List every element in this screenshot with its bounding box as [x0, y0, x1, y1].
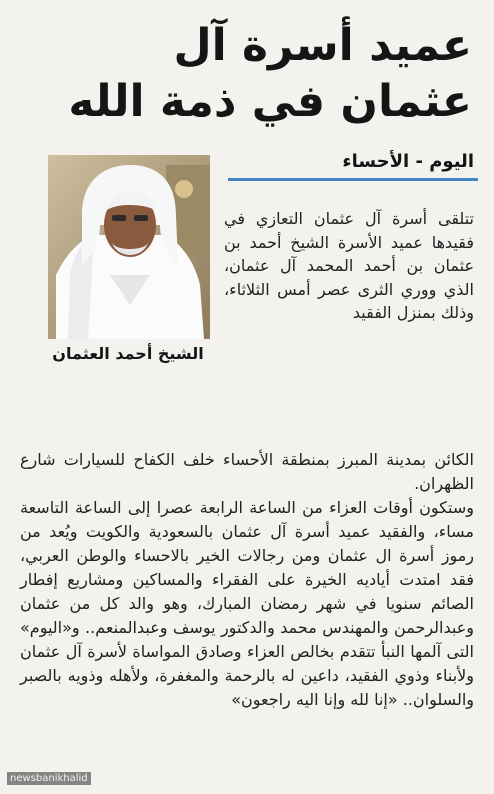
- article-paragraph-2: وستكون أوقات العزاء من الساعة الرابعة عصرا إلى الساعة التاسعة مساء، والفقيد عميد أسرة آل عثمان بالسعودية والكويت ويُعد من رموز أسرة ال عثمان ومن رجالات الخير بالاحساء والوطن العربي، فقد امتدت أياديه الخيرة على الفقراء والمساكين ومشاريع إفطار الصائم سنويا في شهر رمضان المبارك، وهو والد كل من عثمان وعبدالرحمن والمهندس محمد والدكتور يوسف وعبدالمنعم.. و«اليوم» التى آلمها النبأ تتقدم بخالص العزاء وصادق المواساة لأسرة آل عثمان ولأبناء وذوي الفقيد، داعين له بالرحمة والمغفرة، ولأهله وذويه بالصبر والسلوان.. «إنا لله وإنا اليه راجعون»: [20, 498, 474, 709]
- article-body: [20, 448, 474, 712]
- headline: عميد أسرة آل عثمان في ذمة الله: [68, 20, 472, 127]
- article-continuation: الكائن بمدينة المبرز بمنطقة الأحساء خلف الكفاح للسيارات شارع الظهران.: [20, 450, 474, 493]
- portrait-illustration: [48, 155, 210, 339]
- article-intro: تتلقى أسرة آل عثمان التعازي في فقيدها عميد الأسرة الشيخ أحمد بن عثمان بن أحمد المحمد آل عثمان، الذي ووري الثرى عصر أمس الثلاثاء، وذلك بمنزل الفقيد: [224, 209, 474, 322]
- byline: اليوم - الأحساء: [342, 151, 474, 172]
- watermark: newsbanikhalid: [7, 772, 91, 785]
- article-intro-column: [224, 207, 474, 325]
- byline-divider: [228, 178, 478, 181]
- photo-caption: الشيخ أحمد العثمان: [52, 344, 204, 363]
- portrait-photo: [48, 155, 210, 339]
